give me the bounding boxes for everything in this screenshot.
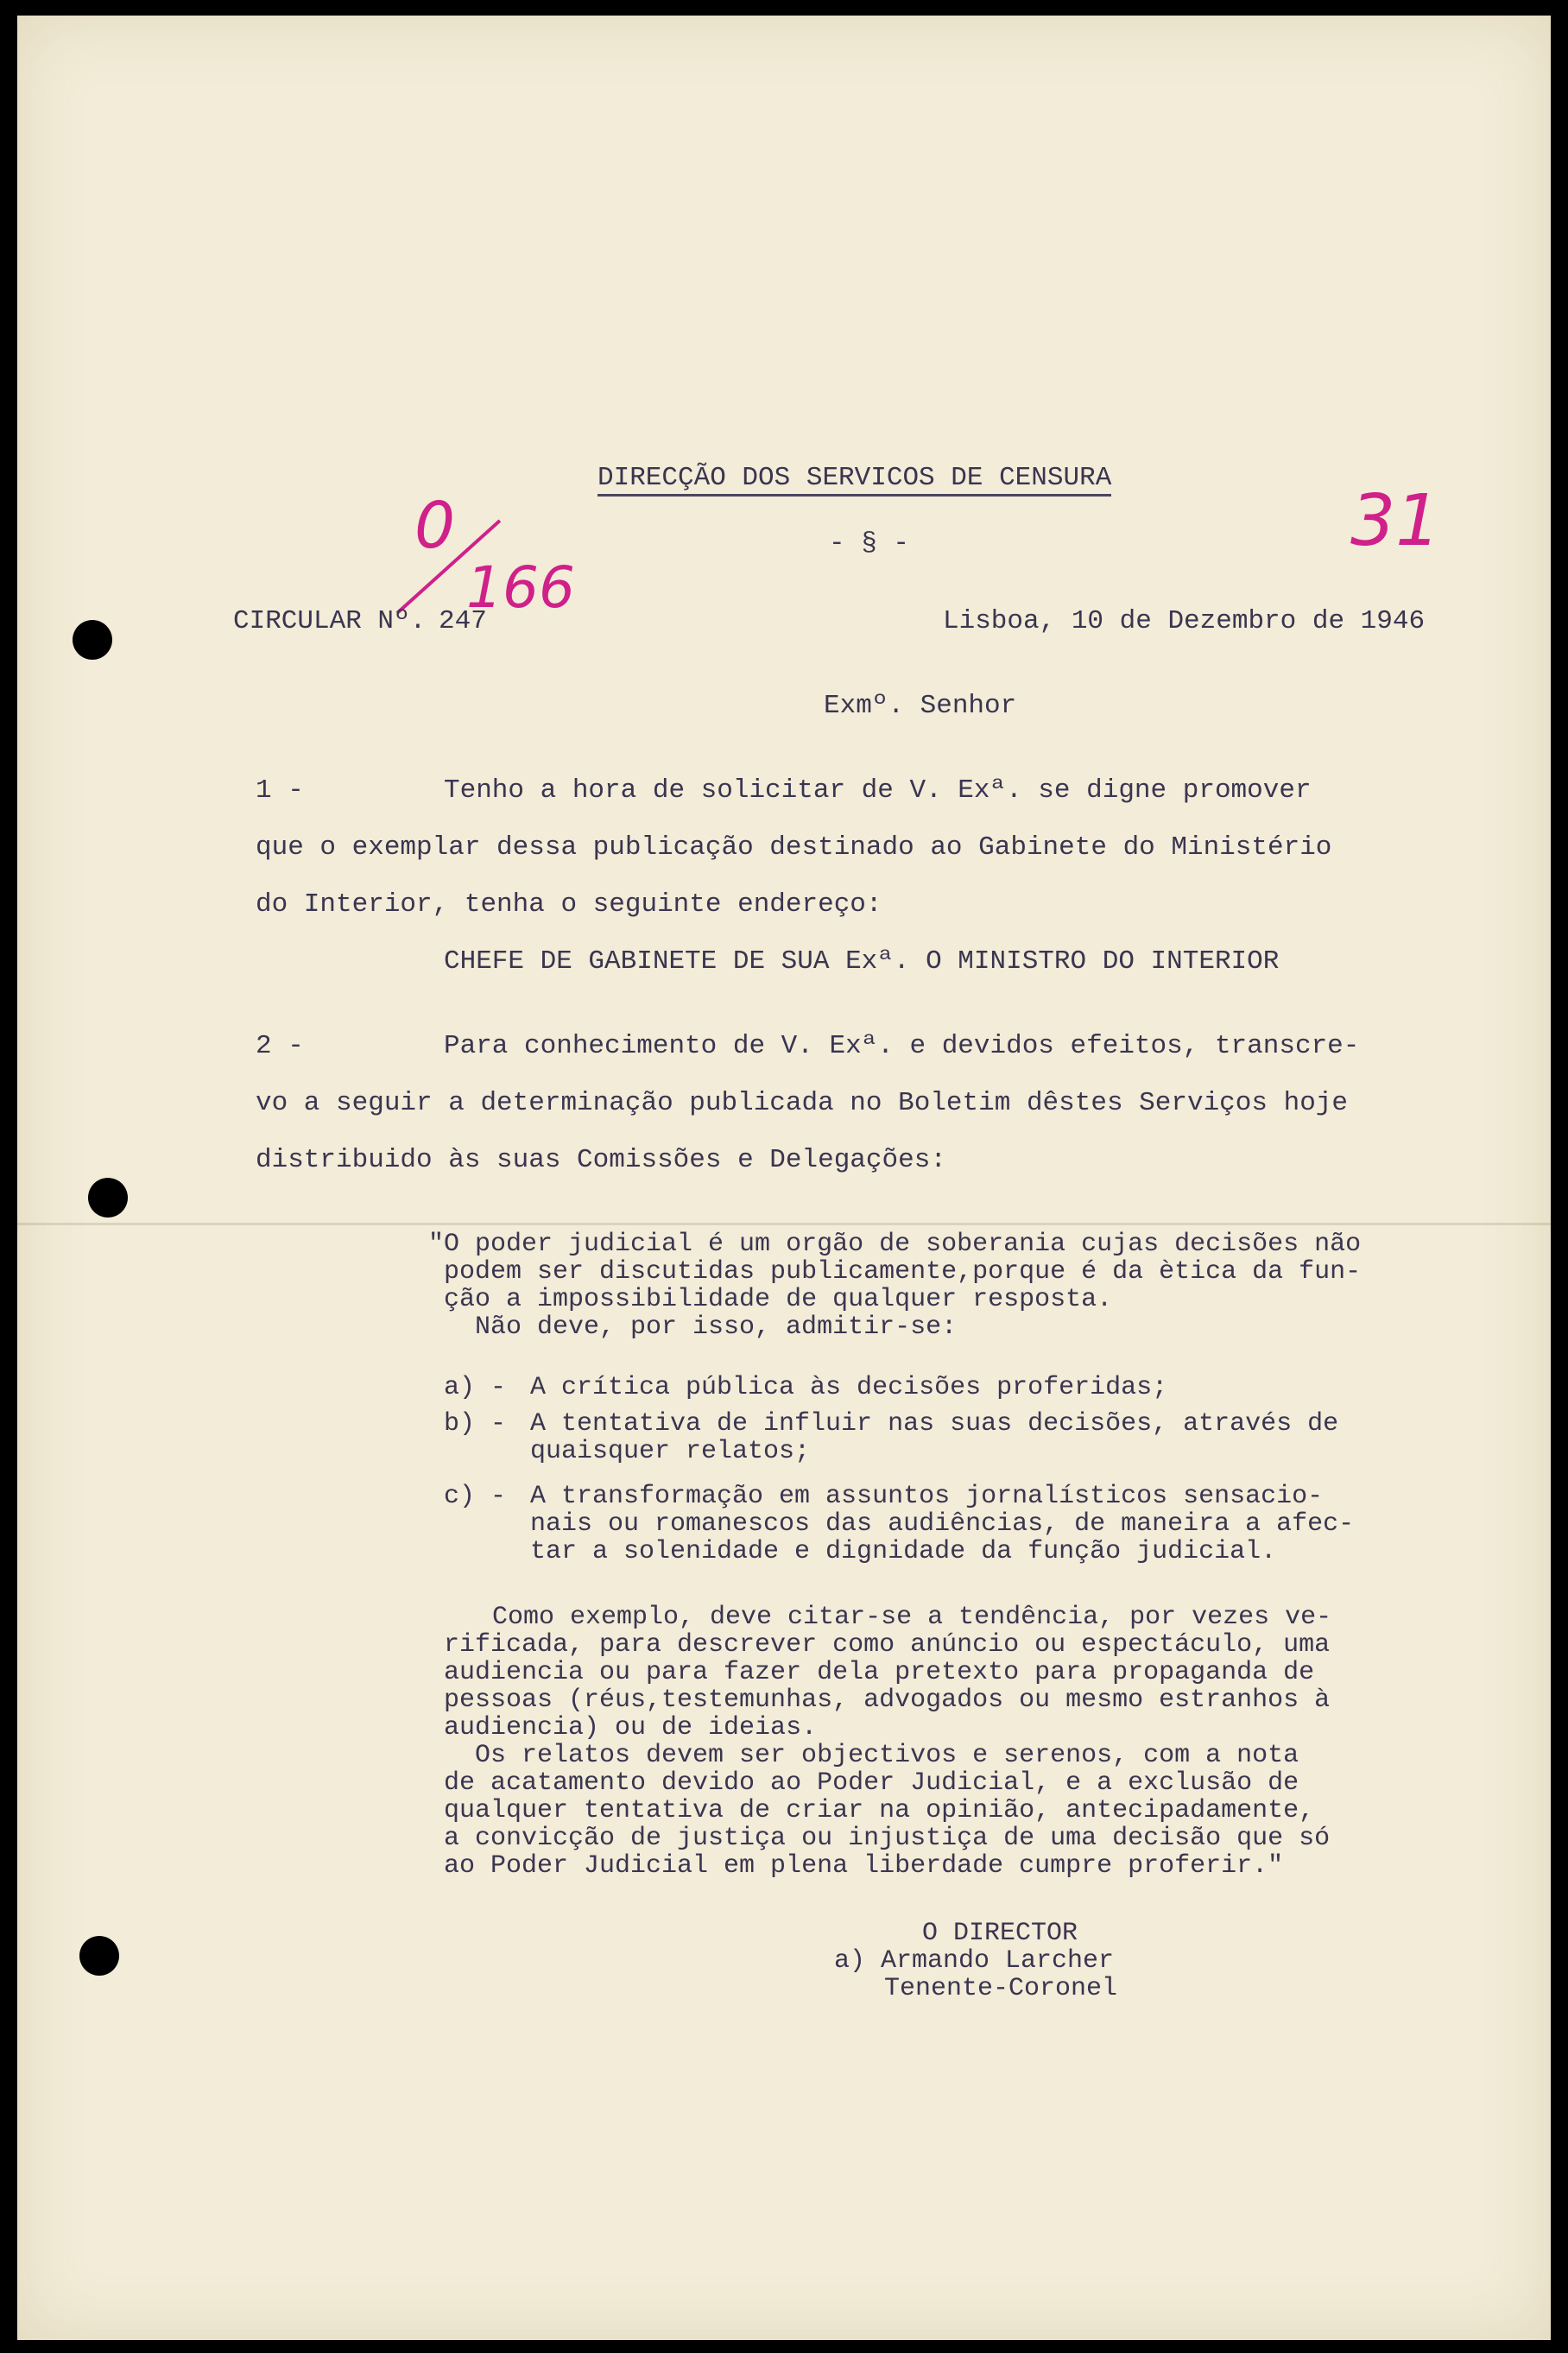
handwritten-annotation: 31 <box>1350 480 1441 562</box>
quote-line: "O poder judicial é um orgão de soberania cujas decisões não <box>428 1230 1362 1259</box>
paragraph-line: Tenho a hora de solicitar de V. Exª. se digne promover <box>444 775 1312 806</box>
quote-line: qualquer tentativa de criar na opinião, antecipadamente, <box>444 1796 1315 1825</box>
quote-line: ção a impossibilidade de qualquer resposta. <box>444 1285 1113 1314</box>
address-line: CHEFE DE GABINETE DE SUA Exª. O MINISTRO DO INTERIOR <box>444 946 1280 977</box>
list-item-line: nais ou romanescos das audiências, de maneira a afec- <box>530 1509 1355 1539</box>
list-item-line: A crítica pública às decisões proferidas; <box>530 1373 1168 1402</box>
paragraph-line: do Interior, tenha o seguinte endereço: <box>256 889 882 920</box>
signature-name: a) Armando Larcher <box>834 1946 1115 1976</box>
quote-line: Os relatos devem ser objectivos e serenos, com a nota <box>475 1741 1299 1770</box>
handwritten-annotation: 0 <box>414 489 456 563</box>
list-item-label: b) - <box>444 1409 507 1439</box>
paragraph-line: que o exemplar dessa publicação destinado ao Gabinete do Ministério <box>256 832 1332 863</box>
quote-line: a convicção de justiça ou injustiça de uma decisão que só <box>444 1824 1331 1853</box>
paragraph-number: 1 - <box>256 775 304 806</box>
list-item-line: A tentativa de influir nas suas decisões, através de <box>530 1409 1339 1439</box>
signature-rank: Tenente-Coronel <box>884 1974 1118 2003</box>
paragraph-line: distribuido às suas Comissões e Delegações: <box>256 1145 946 1175</box>
document-page <box>17 16 1551 2340</box>
punch-hole <box>88 1178 128 1218</box>
list-item-label: c) - <box>444 1482 507 1511</box>
quote-line: audiencia ou para fazer dela pretexto para propaganda de <box>444 1658 1315 1687</box>
quote-line: de acatamento devido ao Poder Judicial, e a exclusão de <box>444 1768 1299 1798</box>
list-item-line: tar a solenidade e dignidade da função judicial. <box>530 1537 1277 1566</box>
quote-line: audiencia) ou de ideias. <box>444 1713 818 1743</box>
paragraph-line: vo a seguir a determinação publicada no Boletim dêstes Serviços hoje <box>256 1088 1349 1118</box>
header-title: DIRECÇÃO DOS SERVICOS DE CENSURA <box>597 465 1111 497</box>
quote-line: Não deve, por isso, admitir-se: <box>475 1312 958 1342</box>
salutation: Exmº. Senhor <box>824 691 1017 721</box>
list-item-line: A transformação em assuntos jornalísticos sensacio- <box>530 1482 1324 1511</box>
header-separator: - § - <box>829 528 910 559</box>
paper-fold <box>17 1223 1551 1225</box>
list-item-label: a) - <box>444 1373 507 1402</box>
quote-line: podem ser discutidas publicamente,porque é da ètica da fun- <box>444 1257 1362 1287</box>
circular-label: CIRCULAR Nº. <box>233 606 427 636</box>
circular-number: 247 <box>439 606 487 636</box>
quote-line: Como exemplo, deve citar-se a tendência, por vezes ve- <box>492 1603 1332 1632</box>
list-item-line: quaisquer relatos; <box>530 1437 811 1466</box>
punch-hole <box>73 620 112 660</box>
quote-line: rificada, para descrever como anúncio ou espectáculo, uma <box>444 1630 1331 1660</box>
signature-title: O DIRECTOR <box>922 1919 1078 1948</box>
paragraph-number: 2 - <box>256 1031 304 1061</box>
handwritten-annotation: 166 <box>466 554 575 621</box>
quote-line: ao Poder Judicial em plena liberdade cumpre proferir." <box>444 1851 1284 1881</box>
paragraph-line: Para conhecimento de V. Exª. e devidos efeitos, transcre- <box>444 1031 1360 1061</box>
quote-line: pessoas (réus,testemunhas, advogados ou mesmo estranhos à <box>444 1686 1331 1715</box>
place-date: Lisboa, 10 de Dezembro de 1946 <box>943 606 1426 636</box>
punch-hole <box>79 1936 119 1976</box>
